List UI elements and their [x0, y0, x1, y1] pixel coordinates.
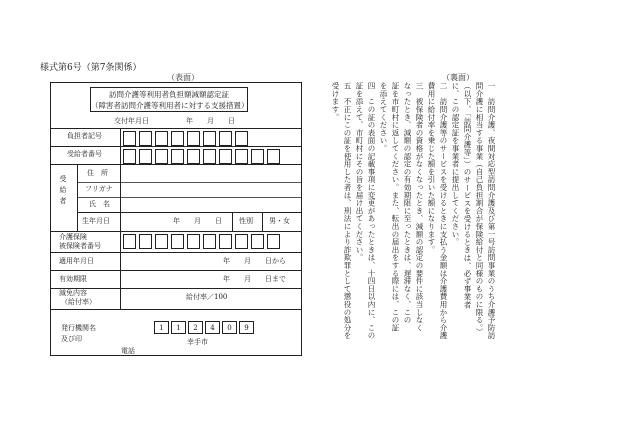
issuer-code-digit: 4: [205, 321, 220, 334]
certificate-back-notes: [328, 82, 500, 356]
rule: [77, 212, 301, 213]
rule: [77, 164, 78, 231]
rule: [77, 182, 301, 183]
note-column: 費用に給付率を乗じた額を引いた額になります。: [427, 82, 436, 254]
recipient-number-label: 負担者記号: [67, 132, 102, 140]
issue-date-blank: 年 月 日: [186, 117, 235, 125]
note-column: 二 訪問介護等のサービスを受けるときに支払う金額は介護費用から介護: [439, 82, 448, 340]
back-side-title: （裏面）: [442, 73, 474, 82]
note-column: を添えてください。: [379, 82, 388, 153]
reduction-label-line2: （給付率）: [61, 298, 96, 306]
note-column: 受けます。: [331, 82, 340, 121]
note-column: 四 この証の表面の記載事項に変更があったときは、十四日以内に、この: [367, 82, 376, 340]
recipient-id-label: 受給者番号: [67, 150, 102, 158]
note-column: 問介護に相当する事業（自己負担割合が保険給付と同様のものに限る。）: [475, 82, 484, 336]
valid-period-value: 年 月 日まで: [223, 275, 286, 283]
front-side-title: （表面）: [167, 73, 199, 82]
gender-label: 性別: [239, 217, 253, 225]
rule: [51, 128, 301, 129]
insured-label-line2: 被保険者番号: [59, 242, 101, 250]
rule: [232, 212, 233, 231]
rule: [77, 197, 301, 198]
rule: [120, 128, 121, 309]
certificate-title-box: [90, 87, 248, 112]
note-column: 証を市町村に返してください。また、転出の届出をする際には、この証: [391, 82, 400, 332]
rule: [51, 288, 301, 289]
rule: [51, 270, 301, 271]
name-label: 氏 名: [89, 200, 110, 208]
rule: [51, 164, 301, 165]
note-column: 証を添えて、市町村にその旨を届け出てください。: [355, 82, 364, 262]
note-column: 一 訪問介護、夜間対応型訪問介護及び第一号訪問事業のうち介護予防訪: [487, 82, 496, 340]
birth-date-blank: 年 月 日: [173, 217, 222, 225]
certificate-subtitle: （障害者訪問介護等利用者に対する支援措置）: [91, 101, 249, 110]
note-column: 五 不正にこの証を使用した者は、刑法により詐欺罪として懲役の処分を: [343, 82, 352, 340]
rule: [51, 309, 301, 310]
form-number-label: 様式第6号（第7条関係）: [40, 63, 142, 73]
note-column: なったとき、減額の認定の有効期限に至ったときは、遅滞なく、この: [403, 82, 412, 324]
birth-date-label: 生年月日: [82, 217, 110, 225]
rule: [262, 212, 263, 231]
rule: [51, 252, 301, 253]
furigana-label: フリガナ: [85, 185, 113, 193]
certificate-front-card: [50, 82, 302, 356]
apply-date-label: 適用年月日: [59, 257, 94, 265]
note-column: （以下、「訪問介護等」）のサービスを受けるときは、必ず事業者: [463, 82, 472, 309]
phone-label: 電話: [121, 347, 135, 355]
issue-date-label: 交付年月日: [114, 117, 149, 125]
gender-value[interactable]: 男・女: [269, 217, 290, 225]
recipient-group-label: 受給者: [59, 175, 67, 208]
issuer-code-digit: 0: [222, 321, 237, 334]
rule: [51, 146, 301, 147]
issuer-code-digit: 1: [171, 321, 186, 334]
address-label: 住 所: [87, 169, 108, 177]
reduction-value: 給付率／100: [186, 293, 228, 301]
issuer-label-line2: 及び印: [61, 335, 82, 343]
insured-label-line1: 介護保険: [59, 233, 87, 241]
valid-period-label: 有効期限: [59, 275, 87, 283]
reduction-label-line1: 減免内容: [59, 289, 87, 297]
note-column: に、この認定証を事業者に提出してください。: [451, 82, 460, 246]
issuer-label-line1: 発行機関名: [61, 324, 96, 332]
certificate-title: 訪問介護等利用者負担額減額認定証: [109, 90, 229, 99]
note-column: 三 被保険者の資格がなくなったとき、減額の認定の要件に該当しなく: [415, 82, 424, 332]
issuer-code-digit: 2: [188, 321, 203, 334]
issuer-city: 幸手市: [187, 338, 208, 346]
apply-date-value: 年 月 日から: [223, 257, 286, 265]
issuer-code-digit: 1: [154, 321, 169, 334]
rule: [51, 231, 301, 232]
issuer-code-digit: 9: [239, 321, 254, 334]
